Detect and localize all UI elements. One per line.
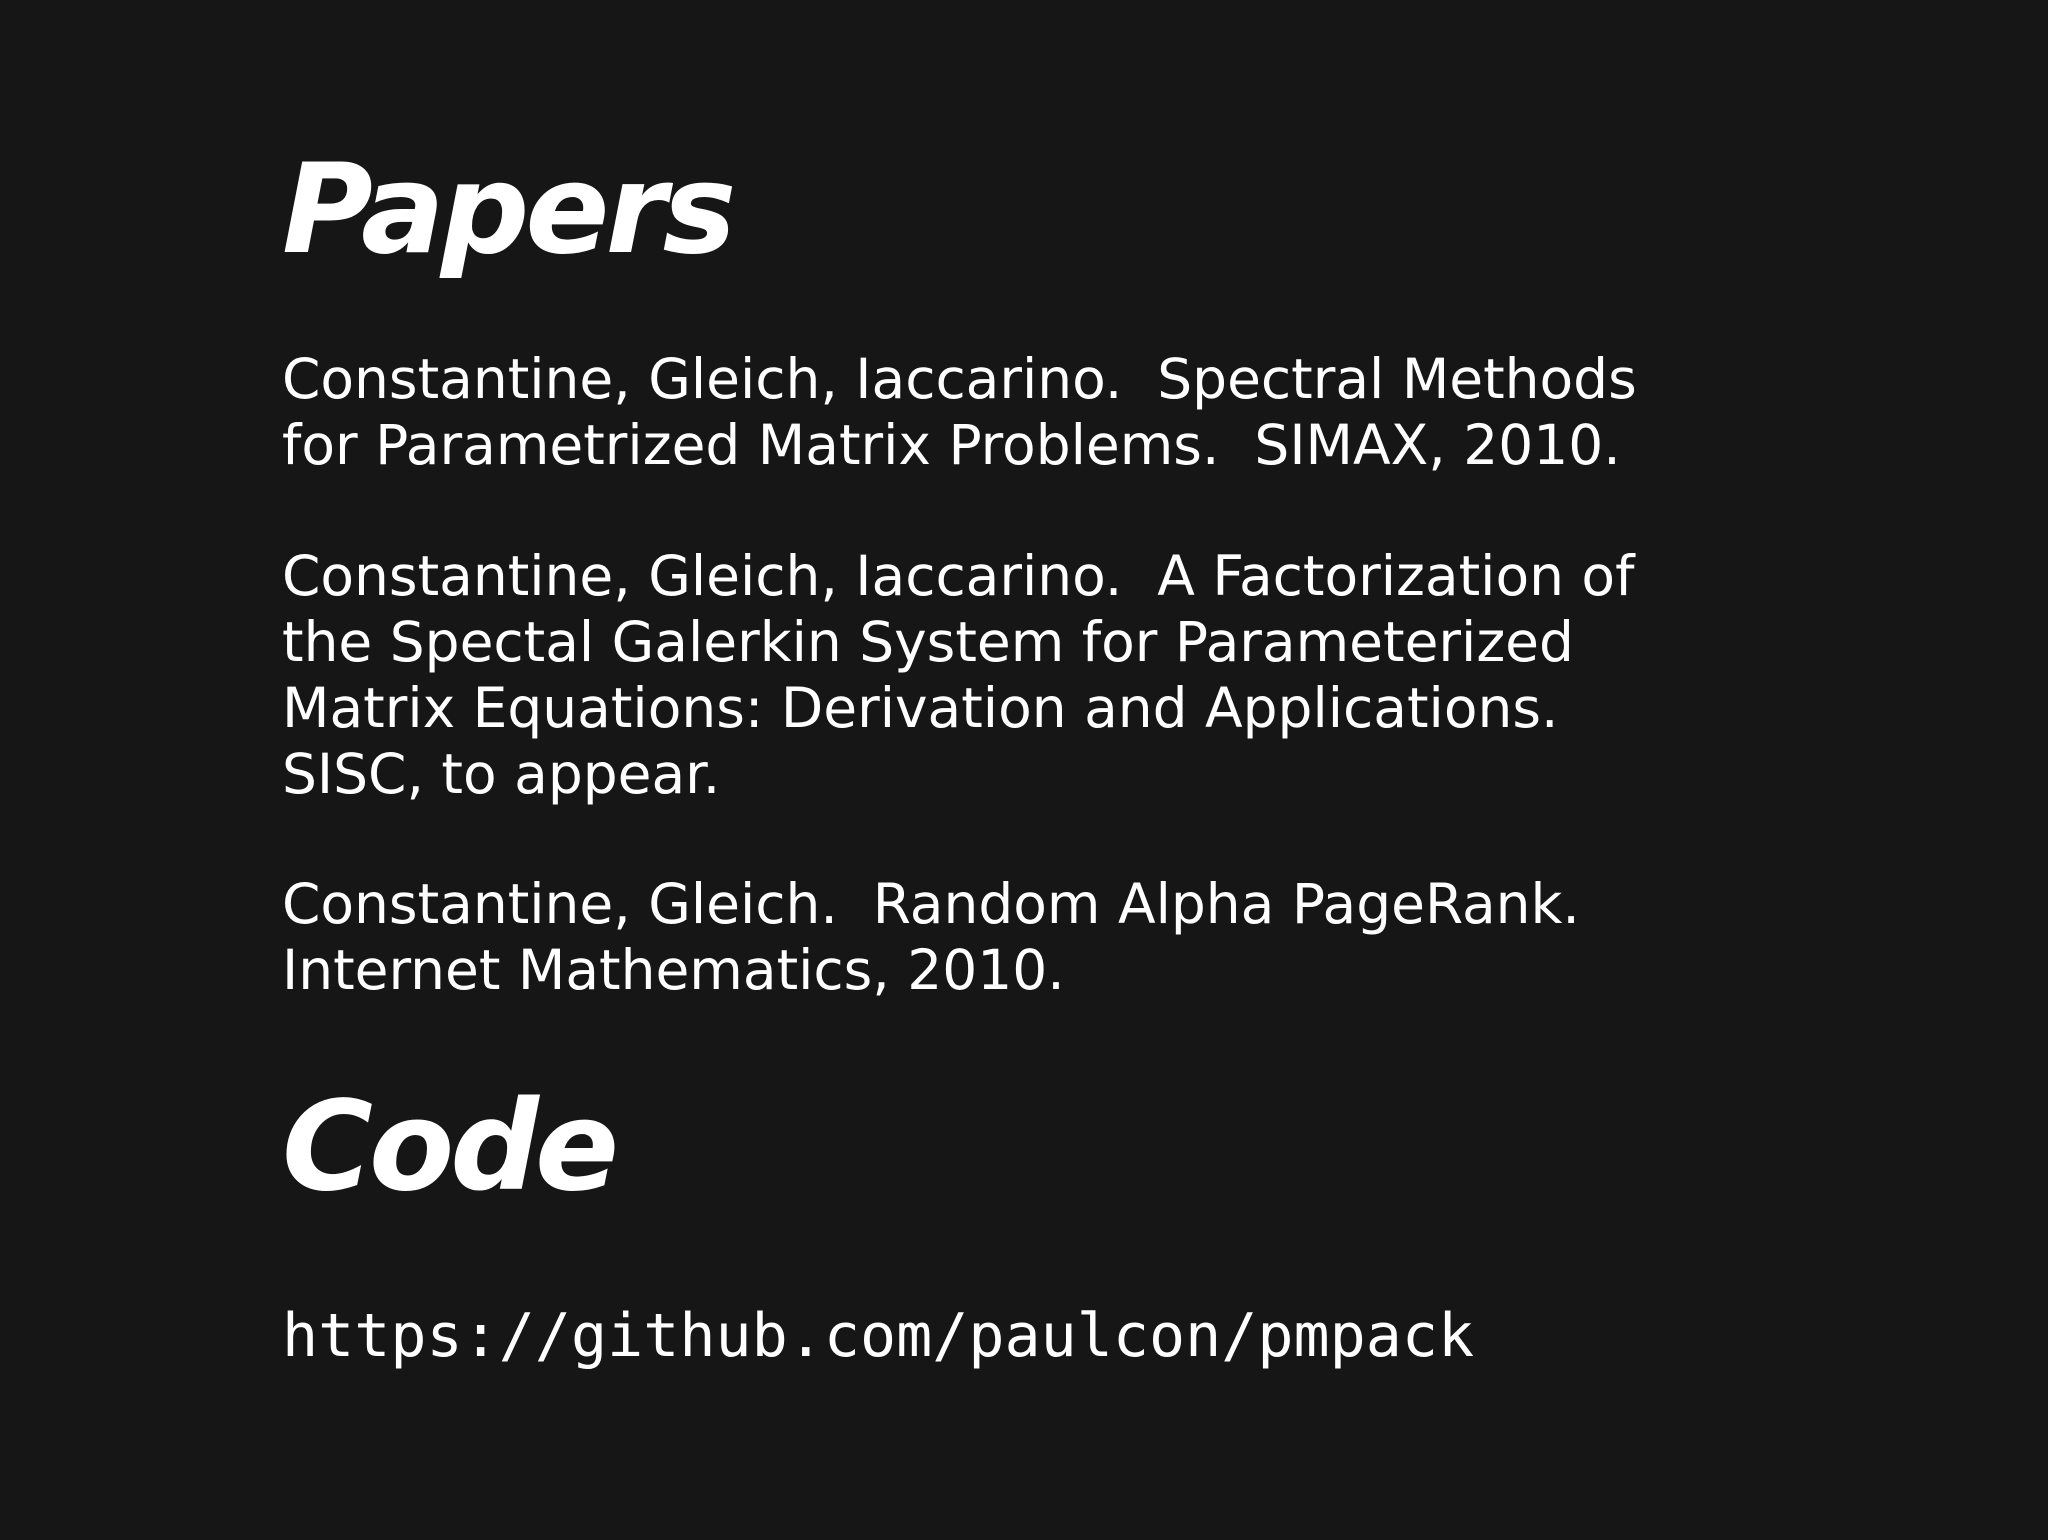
paper-citation-factorization: Constantine, Gleich, Iaccarino. A Factorization of the Spectal Galerkin System for Parameterized Matrix Equations: Derivation and Applications. SISC, to appear. <box>282 544 1635 806</box>
code-repository-url: https://github.com/paulcon/pmpack <box>282 1301 1475 1371</box>
paper-citation-random-alpha-pagerank: Constantine, Gleich. Random Alpha PageRank. Internet Mathematics, 2010. <box>282 872 1580 1002</box>
paper-citation-spectral-methods: Constantine, Gleich, Iaccarino. Spectral Methods for Parametrized Matrix Problems. SIMAX, 2010. <box>282 347 1637 477</box>
code-heading: Code <box>282 1075 616 1219</box>
papers-heading: Papers <box>282 138 733 282</box>
